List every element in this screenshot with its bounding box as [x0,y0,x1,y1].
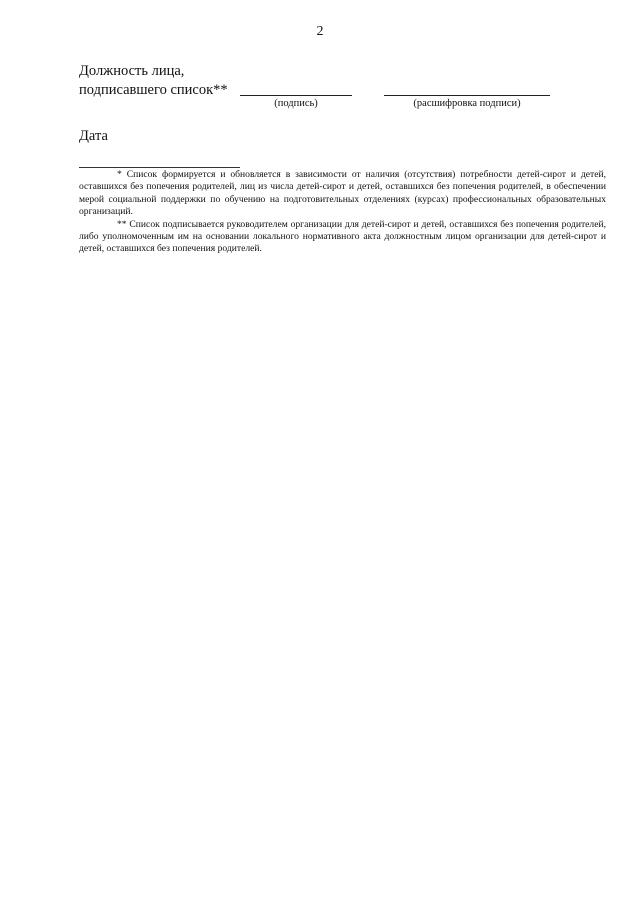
signer-position-line-2: подписавшего список** [79,82,228,98]
signature-decoding-line [384,95,550,96]
footnote-separator [79,167,240,168]
signature-decoding-caption: (расшифровка подписи) [413,98,521,109]
signer-position-label [79,62,228,100]
footnotes [79,169,606,256]
footnote-1: * Список формируется и обновляется в зависимости от наличия (отсутствия) потребности детей-сирот и детей, оставшихся без попечения родителей, лиц из числа детей-сирот и детей, оставшихся без попечения родителей, в обеспечении мерой социальной поддержки по обучению на подготовительных отделениях (курсах) профессиональных образовательных организаций. [79,169,606,218]
page-number: 2 [316,24,324,39]
signature-caption: (подпись) [274,98,318,109]
signature-line [240,95,352,96]
date-label: Дата [79,128,108,144]
signer-position-line-1: Должность лица, [79,63,185,79]
footnote-2: ** Список подписывается руководителем организации для детей-сирот и детей, оставшихся без попечения родителей, либо уполномоченным им на основании локального нормативного акта должностным лицом организации для детей-сирот и детей, оставшихся без попечения родителей. [79,218,606,255]
